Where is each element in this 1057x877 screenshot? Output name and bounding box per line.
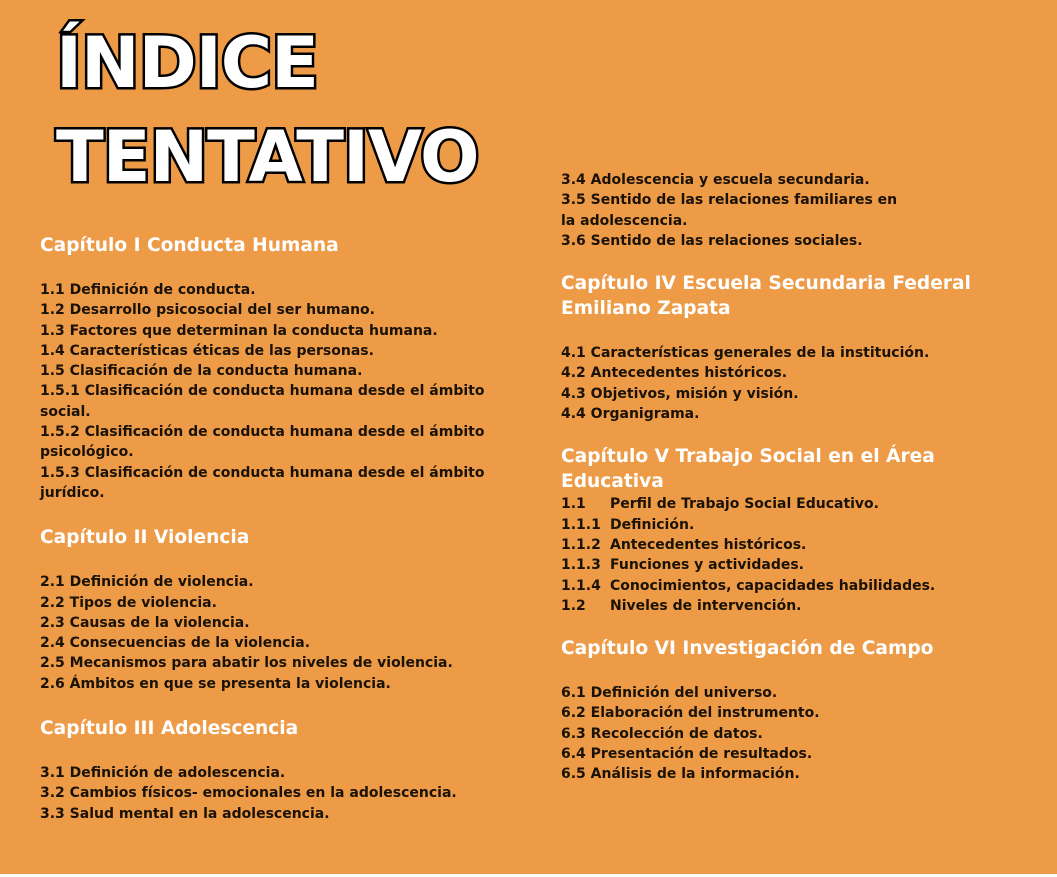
list-item: 4.1 Características generales de la institución. <box>561 345 930 362</box>
list-item: 3.1 Definición de adolescencia. <box>40 765 286 782</box>
list-item: 6.3 Recolección de datos. <box>561 725 763 742</box>
chapter-2-list <box>40 572 510 694</box>
list-item <box>561 596 1031 616</box>
list-item: 1.2 Desarrollo psicosocial del ser humano. <box>40 302 375 319</box>
list-item <box>561 515 1031 535</box>
item-number: 1.2 <box>561 597 586 614</box>
list-item: 2.2 Tipos de violencia. <box>40 594 217 611</box>
list-item: 3.5 Sentido de las relaciones familiares en la adolescencia. <box>561 192 898 229</box>
list-item: 4.3 Objetivos, misión y visión. <box>561 385 799 402</box>
item-number: 1.1 <box>561 496 586 513</box>
left-column <box>40 233 510 824</box>
list-item <box>561 535 1031 555</box>
right-column <box>561 170 1031 785</box>
list-item: 1.4 Características éticas de las personas. <box>40 342 374 359</box>
item-text: Niveles de intervención. <box>610 597 802 614</box>
list-item: 3.4 Adolescencia y escuela secundaria. <box>561 172 870 188</box>
list-item <box>561 555 1031 575</box>
chapter-4-heading: Capítulo IV Escuela Secundaria Federal Emiliano Zapata <box>561 273 971 320</box>
list-item: 6.2 Elaboración del instrumento. <box>561 705 820 722</box>
list-item: 6.1 Definición del universo. <box>561 685 778 702</box>
chapter-5-list <box>561 494 1031 616</box>
item-number: 1.1.1 <box>561 516 601 533</box>
chapter-1-heading: Capítulo I Conducta Humana <box>40 235 339 256</box>
item-number: 1.1.2 <box>561 536 601 553</box>
list-item: 3.2 Cambios físicos- emocionales en la adolescencia. <box>40 785 457 802</box>
chapter-3-list-part-1 <box>40 763 510 824</box>
item-text: Funciones y actividades. <box>610 557 804 574</box>
list-item <box>561 494 1031 514</box>
list-item: 4.4 Organigrama. <box>561 406 700 423</box>
page-title-line-1: ÍNDICE <box>56 22 318 104</box>
list-item: 1.5.2 Clasificación de conducta humana desde el ámbito psicológico. <box>40 424 485 461</box>
list-item: 6.4 Presentación de resultados. <box>561 746 813 763</box>
list-item: 1.5 Clasificación de la conducta humana. <box>40 363 363 380</box>
list-item: 2.4 Consecuencias de la violencia. <box>40 635 311 652</box>
chapter-2-heading: Capítulo II Violencia <box>40 527 250 549</box>
chapter-6-heading: Capítulo VI Investigación de Campo <box>561 638 934 660</box>
list-item: 2.6 Ámbitos en que se presenta la violencia. <box>40 675 391 692</box>
list-item <box>561 576 1031 596</box>
item-text: Antecedentes históricos. <box>610 536 807 553</box>
chapter-4-list <box>561 343 1031 424</box>
item-text: Perfil de Trabajo Social Educativo. <box>610 496 879 513</box>
chapter-3-heading: Capítulo III Adolescencia <box>40 718 299 740</box>
chapter-5-heading: Capítulo V Trabajo Social en el Área Educativa <box>561 446 935 493</box>
list-item: 2.3 Causas de la violencia. <box>40 614 250 631</box>
page-title-line-2: TENTATIVO <box>56 116 479 198</box>
list-item: 1.5.3 Clasificación de conducta humana desde el ámbito jurídico. <box>40 464 485 501</box>
list-item: 3.3 Salud mental en la adolescencia. <box>40 805 330 822</box>
chapter-1-list <box>40 280 510 503</box>
chapter-6-list <box>561 683 1031 784</box>
chapter-3-list-part-2 <box>561 170 1031 251</box>
list-item: 3.6 Sentido de las relaciones sociales. <box>561 232 863 249</box>
item-number: 1.1.3 <box>561 557 601 574</box>
list-item: 1.1 Definición de conducta. <box>40 282 256 298</box>
list-item: 2.5 Mecanismos para abatir los niveles de violencia. <box>40 655 453 672</box>
item-number: 1.1.4 <box>561 577 601 594</box>
item-text: Definición. <box>610 516 695 533</box>
item-text: Conocimientos, capacidades habilidades. <box>610 577 936 594</box>
list-item: 6.5 Análisis de la información. <box>561 766 800 783</box>
list-item: 4.2 Antecedentes históricos. <box>561 365 788 382</box>
list-item: 1.5.1 Clasificación de conducta humana desde el ámbito social. <box>40 383 485 420</box>
list-item: 2.1 Definición de violencia. <box>40 574 254 591</box>
list-item: 1.3 Factores que determinan la conducta humana. <box>40 322 438 339</box>
